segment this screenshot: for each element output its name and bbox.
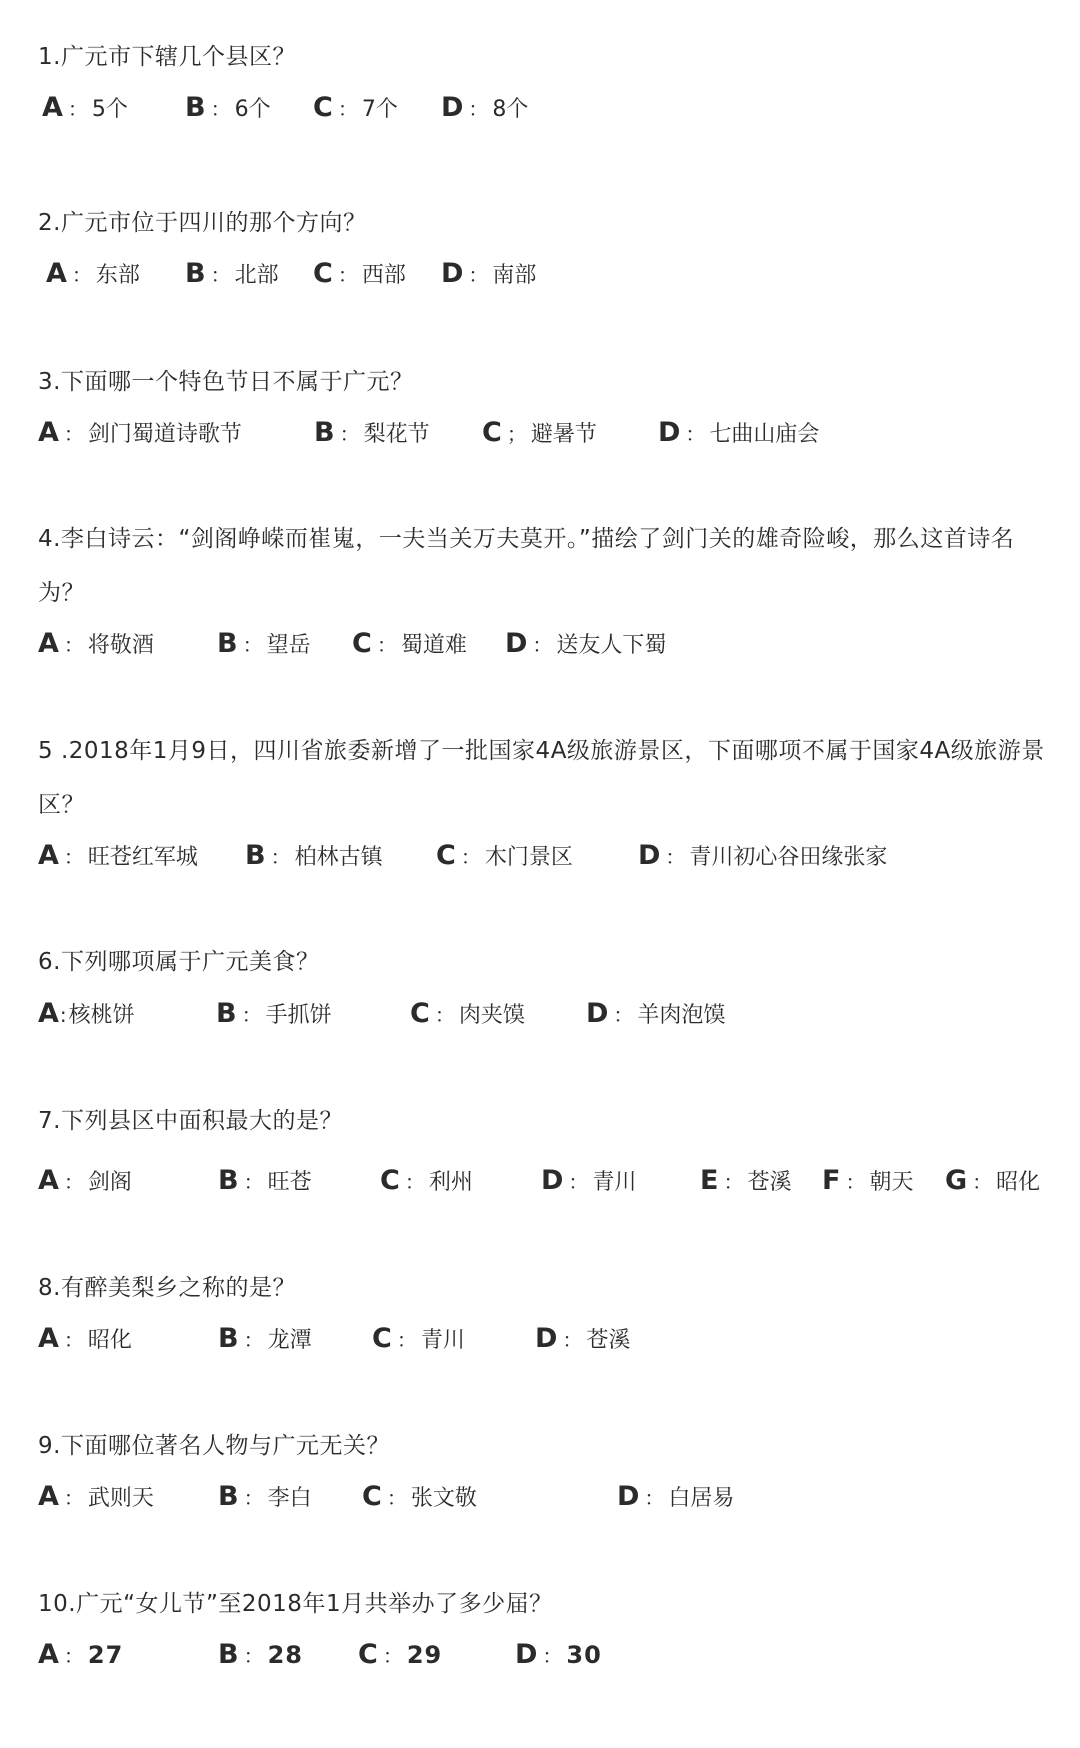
option-text: 旺苍 [267, 1170, 312, 1195]
option-separator: ： [63, 1644, 84, 1668]
option-text: 送友人下蜀 [556, 633, 667, 658]
option-separator: ： [613, 1003, 634, 1027]
option-a [38, 1639, 123, 1673]
option-letter: F [822, 1165, 842, 1196]
option-letter: D [586, 998, 610, 1029]
question-text: 3.下面哪一个特色节日不属于广元？ [38, 369, 414, 395]
question-text: 7.下列县区中面积最大的是？ [38, 1108, 343, 1134]
option-text: 避暑节 [530, 422, 597, 447]
option-b [217, 628, 311, 662]
option-c [380, 1165, 473, 1199]
question-text: 8.有醉美梨乡之称的是？ [38, 1275, 296, 1301]
question-text: 10.广元“女儿节”至2018年1月共举办了多少届？ [38, 1591, 553, 1617]
option-separator: ： [210, 97, 231, 121]
option-d [541, 1165, 636, 1199]
option-separator: ： [396, 1328, 417, 1352]
option-f [822, 1165, 913, 1199]
option-letter: A [38, 998, 60, 1029]
question-text: 4.李白诗云：“剑阁峥嵘而崔嵬，一夫当关万夫莫开。”描绘了剑门关的雄奇险峻，那么这首诗名为？ [38, 526, 1015, 606]
option-separator: ： [562, 1328, 583, 1352]
option-letter: D [638, 840, 662, 871]
option-b [218, 1165, 312, 1199]
option-letter: A [38, 417, 60, 448]
option-b [185, 258, 279, 292]
option-separator: ： [337, 263, 358, 287]
option-d [535, 1323, 630, 1357]
option-text: 朝天 [869, 1170, 914, 1195]
option-separator: ： [63, 845, 84, 869]
option-text: 27 [87, 1641, 124, 1669]
option-separator: ： [242, 633, 263, 657]
option-letter: A [38, 628, 60, 659]
option-d [441, 258, 536, 292]
option-separator: ： [63, 1170, 84, 1194]
option-text: 木门景区 [484, 845, 573, 870]
option-a [38, 628, 154, 662]
option-a [38, 1481, 154, 1515]
option-letter: C [436, 840, 457, 871]
option-c [362, 1481, 477, 1515]
option-c [352, 628, 467, 662]
option-text: 肉夹馍 [458, 1003, 525, 1028]
option-separator: ： [404, 1170, 425, 1194]
option-letter: D [541, 1165, 565, 1196]
option-text: 8个 [492, 97, 529, 122]
question-text: 2.广元市位于四川的那个方向？ [38, 210, 367, 236]
option-a [46, 258, 140, 292]
option-separator: ： [71, 263, 92, 287]
option-text: 苍溪 [586, 1328, 631, 1353]
option-text: 梨花节 [363, 422, 430, 447]
option-letter: A [42, 92, 64, 123]
option-a [38, 1323, 132, 1357]
option-letter: D [441, 258, 465, 289]
option-text: 南部 [492, 263, 537, 288]
option-letter: A [46, 258, 68, 289]
option-a [38, 1165, 132, 1199]
option-separator: ： [568, 1170, 589, 1194]
option-c [313, 92, 398, 126]
option-a [38, 840, 198, 874]
option-text: 龙潭 [267, 1328, 312, 1353]
option-letter: B [218, 1639, 240, 1670]
option-d [505, 628, 666, 662]
option-separator: ： [382, 1644, 403, 1668]
option-text: 北部 [234, 263, 279, 288]
option-text: 29 [406, 1641, 443, 1669]
option-separator: ： [210, 263, 231, 287]
option-letter: B [216, 998, 238, 1029]
option-letter: C [372, 1323, 393, 1354]
option-text: 将敬酒 [87, 633, 154, 658]
option-separator: ： [845, 1170, 866, 1194]
option-letter: D [535, 1323, 559, 1354]
option-letter: C [410, 998, 431, 1029]
option-separator: ： [532, 633, 553, 657]
option-text: 苍溪 [747, 1170, 792, 1195]
option-text: 李白 [267, 1486, 312, 1511]
option-letter: D [617, 1481, 641, 1512]
option-text: 旺苍红军城 [87, 845, 198, 870]
option-separator: : [59, 1003, 67, 1027]
option-d [515, 1639, 602, 1673]
option-d [617, 1481, 734, 1515]
option-separator: ： [723, 1170, 744, 1194]
option-letter: G [945, 1165, 969, 1196]
option-c [372, 1323, 465, 1357]
option-letter: E [700, 1165, 720, 1196]
option-separator: ： [67, 97, 88, 121]
option-text: 青川 [420, 1328, 465, 1353]
option-b [218, 1481, 312, 1515]
option-separator: ： [339, 422, 360, 446]
option-g [945, 1165, 1040, 1199]
option-text: 柏林古镇 [294, 845, 383, 870]
option-separator: ： [243, 1486, 264, 1510]
option-separator: ： [460, 845, 481, 869]
option-separator: ： [665, 845, 686, 869]
option-text: 30 [566, 1641, 602, 1669]
option-letter: B [218, 1165, 240, 1196]
option-text: 利州 [428, 1170, 473, 1195]
option-d [586, 998, 725, 1032]
option-letter: A [38, 840, 60, 871]
option-text: 6个 [234, 97, 271, 122]
option-separator: ： [644, 1486, 665, 1510]
option-letter: B [218, 1323, 240, 1354]
option-separator: ： [386, 1486, 407, 1510]
option-a [42, 92, 128, 126]
option-text: 张文敬 [410, 1486, 477, 1511]
option-c [482, 417, 597, 451]
option-text: 核桃饼 [68, 1003, 135, 1028]
option-separator: ： [685, 422, 706, 446]
option-letter: A [38, 1481, 60, 1512]
option-separator: ： [972, 1170, 993, 1194]
option-separator: ： [542, 1644, 563, 1668]
option-text: 28 [267, 1641, 303, 1669]
option-text: 望岳 [266, 633, 311, 658]
option-d [638, 840, 887, 874]
option-letter: B [185, 92, 207, 123]
question-text: 9.下面哪位著名人物与广元无关？ [38, 1433, 390, 1459]
option-text: 青川 [592, 1170, 637, 1195]
question-text: 5 .2018年1月9日，四川省旅委新增了一批国家4A级旅游景区，下面哪项不属于国家4A级旅游景区？ [38, 738, 1045, 818]
option-c [410, 998, 525, 1032]
option-letter: C [482, 417, 503, 448]
option-b [216, 998, 332, 1032]
option-text: 昭化 [996, 1170, 1041, 1195]
option-b [218, 1323, 312, 1357]
option-a [38, 998, 135, 1032]
option-letter: D [505, 628, 529, 659]
option-separator: ： [376, 633, 397, 657]
option-text: 5个 [91, 97, 128, 122]
option-letter: A [38, 1639, 60, 1670]
option-e [700, 1165, 791, 1199]
option-letter: B [245, 840, 267, 871]
option-text: 剑阁 [87, 1170, 132, 1195]
option-separator: ； [506, 422, 527, 446]
option-c [358, 1639, 442, 1673]
option-separator: ： [243, 1170, 264, 1194]
option-letter: A [38, 1165, 60, 1196]
option-text: 白居易 [668, 1486, 735, 1511]
option-separator: ： [243, 1644, 264, 1668]
option-d [441, 92, 528, 126]
option-letter: C [380, 1165, 401, 1196]
option-letter: C [313, 92, 334, 123]
option-letter: C [313, 258, 334, 289]
option-separator: ： [243, 1328, 264, 1352]
option-c [436, 840, 573, 874]
option-text: 7个 [361, 97, 398, 122]
option-text: 手抓饼 [265, 1003, 332, 1028]
option-letter: D [441, 92, 465, 123]
option-letter: B [185, 258, 207, 289]
option-separator: ： [337, 97, 358, 121]
option-b [314, 417, 430, 451]
option-text: 武则天 [87, 1486, 154, 1511]
option-separator: ： [63, 1328, 84, 1352]
option-separator: ： [63, 422, 84, 446]
option-separator: ： [63, 633, 84, 657]
option-letter: D [515, 1639, 539, 1670]
option-letter: A [38, 1323, 60, 1354]
option-letter: B [218, 1481, 240, 1512]
option-letter: B [314, 417, 336, 448]
option-text: 西部 [361, 263, 406, 288]
option-letter: D [658, 417, 682, 448]
option-text: 剑门蜀道诗歌节 [87, 422, 242, 447]
option-b [185, 92, 271, 126]
option-text: 蜀道难 [400, 633, 467, 658]
option-separator: ： [468, 97, 489, 121]
option-letter: C [358, 1639, 379, 1670]
option-text: 青川初心谷田缘张家 [689, 845, 888, 870]
option-separator: ： [468, 263, 489, 287]
option-text: 羊肉泡馍 [637, 1003, 726, 1028]
option-separator: ： [270, 845, 291, 869]
question-text: 1.广元市下辖几个县区？ [38, 44, 296, 70]
option-separator: ： [241, 1003, 262, 1027]
option-letter: C [352, 628, 373, 659]
option-separator: ： [63, 1486, 84, 1510]
option-a [38, 417, 242, 451]
option-text: 七曲山庙会 [709, 422, 820, 447]
option-d [658, 417, 819, 451]
option-separator: ： [434, 1003, 455, 1027]
option-text: 东部 [95, 263, 140, 288]
option-b [245, 840, 383, 874]
option-c [313, 258, 406, 292]
option-letter: B [217, 628, 239, 659]
question-text: 6.下列哪项属于广元美食？ [38, 949, 320, 975]
option-b [218, 1639, 303, 1673]
option-letter: C [362, 1481, 383, 1512]
option-text: 昭化 [87, 1328, 132, 1353]
